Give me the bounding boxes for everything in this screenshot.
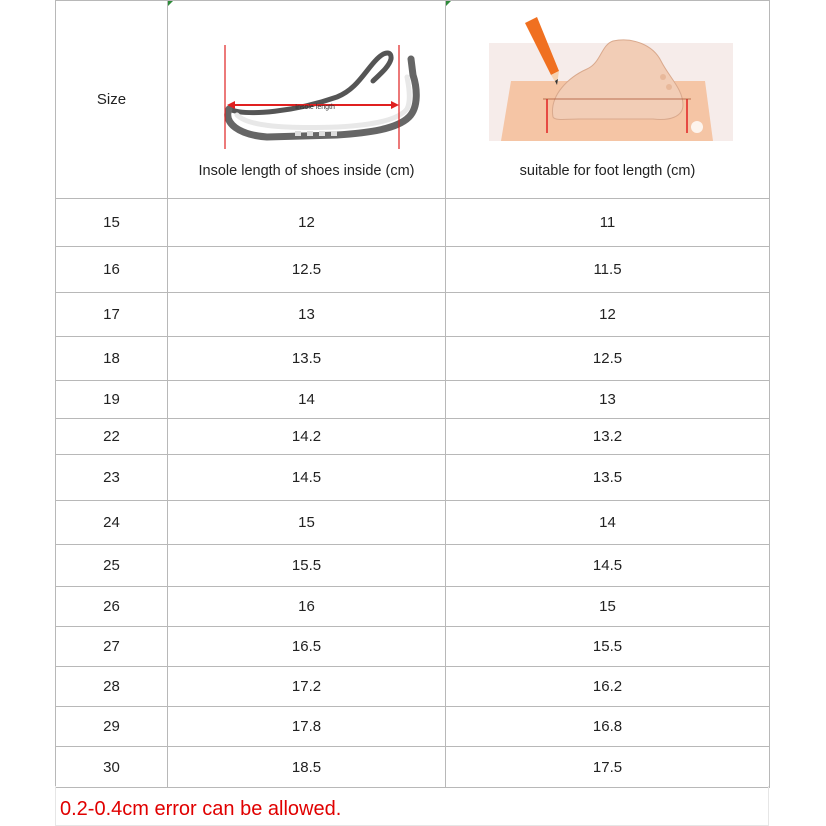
insole-cell: 17.8 [168,707,446,747]
table-row [56,293,770,337]
size-table [55,0,770,788]
size-cell: 26 [56,587,168,627]
insole-cell: 18.5 [168,747,446,788]
foot-cell: 13 [446,381,770,419]
table-row [56,247,770,293]
foot-cell: 16.8 [446,707,770,747]
table-row [56,419,770,455]
header-row [56,1,770,199]
foot-cell: 13.2 [446,419,770,455]
foot-cell: 13.5 [446,455,770,501]
insole-cell: 14.2 [168,419,446,455]
insole-cell: 12.5 [168,247,446,293]
tolerance-note [55,786,769,826]
foot-cell: 15 [446,587,770,627]
tolerance-note-text: 0.2-0.4cm error can be allowed. [60,798,342,820]
size-cell: 27 [56,627,168,667]
table-row [56,545,770,587]
table-row [56,199,770,247]
size-cell: 17 [56,293,168,337]
size-cell: 29 [56,707,168,747]
insole-cell: 12 [168,199,446,247]
foot-cell: 11 [446,199,770,247]
header-foot-label: suitable for foot length (cm) [519,163,696,179]
header-insole [168,1,446,199]
foot-cell: 14 [446,501,770,545]
size-cell: 16 [56,247,168,293]
insole-cell: 16 [168,587,446,627]
table-row [56,667,770,707]
foot-cell: 17.5 [446,747,770,788]
size-cell: 23 [56,455,168,501]
corner-mark [168,1,173,6]
table-row [56,455,770,501]
foot-measuring-icon [446,15,769,145]
table-row [56,587,770,627]
table-row [56,337,770,381]
foot-cell: 16.2 [446,667,770,707]
table-row [56,747,770,788]
table-row [56,501,770,545]
header-foot [446,1,770,199]
size-chart [55,0,769,826]
foot-cell: 12.5 [446,337,770,381]
table-row [56,707,770,747]
foot-cell: 11.5 [446,247,770,293]
insole-cell: 14.5 [168,455,446,501]
size-cell: 30 [56,747,168,788]
insole-cell: 13 [168,293,446,337]
insole-cell: 16.5 [168,627,446,667]
shoe-cross-section-icon [168,31,445,151]
foot-cell: 12 [446,293,770,337]
foot-cell: 14.5 [446,545,770,587]
insole-cell: 15.5 [168,545,446,587]
insole-cell: 17.2 [168,667,446,707]
size-cell: 18 [56,337,168,381]
size-cell: 15 [56,199,168,247]
size-cell: 25 [56,545,168,587]
header-insole-label: Insole length of shoes inside (cm) [198,163,415,179]
foot-cell: 15.5 [446,627,770,667]
size-cell: 22 [56,419,168,455]
header-size: Size [56,1,168,199]
svg-text:Insole length: Insole length [294,104,335,111]
size-cell: 19 [56,381,168,419]
size-cell: 28 [56,667,168,707]
size-cell: 24 [56,501,168,545]
insole-cell: 14 [168,381,446,419]
insole-cell: 13.5 [168,337,446,381]
insole-cell: 15 [168,501,446,545]
table-row [56,381,770,419]
table-row [56,627,770,667]
corner-mark [446,1,451,6]
